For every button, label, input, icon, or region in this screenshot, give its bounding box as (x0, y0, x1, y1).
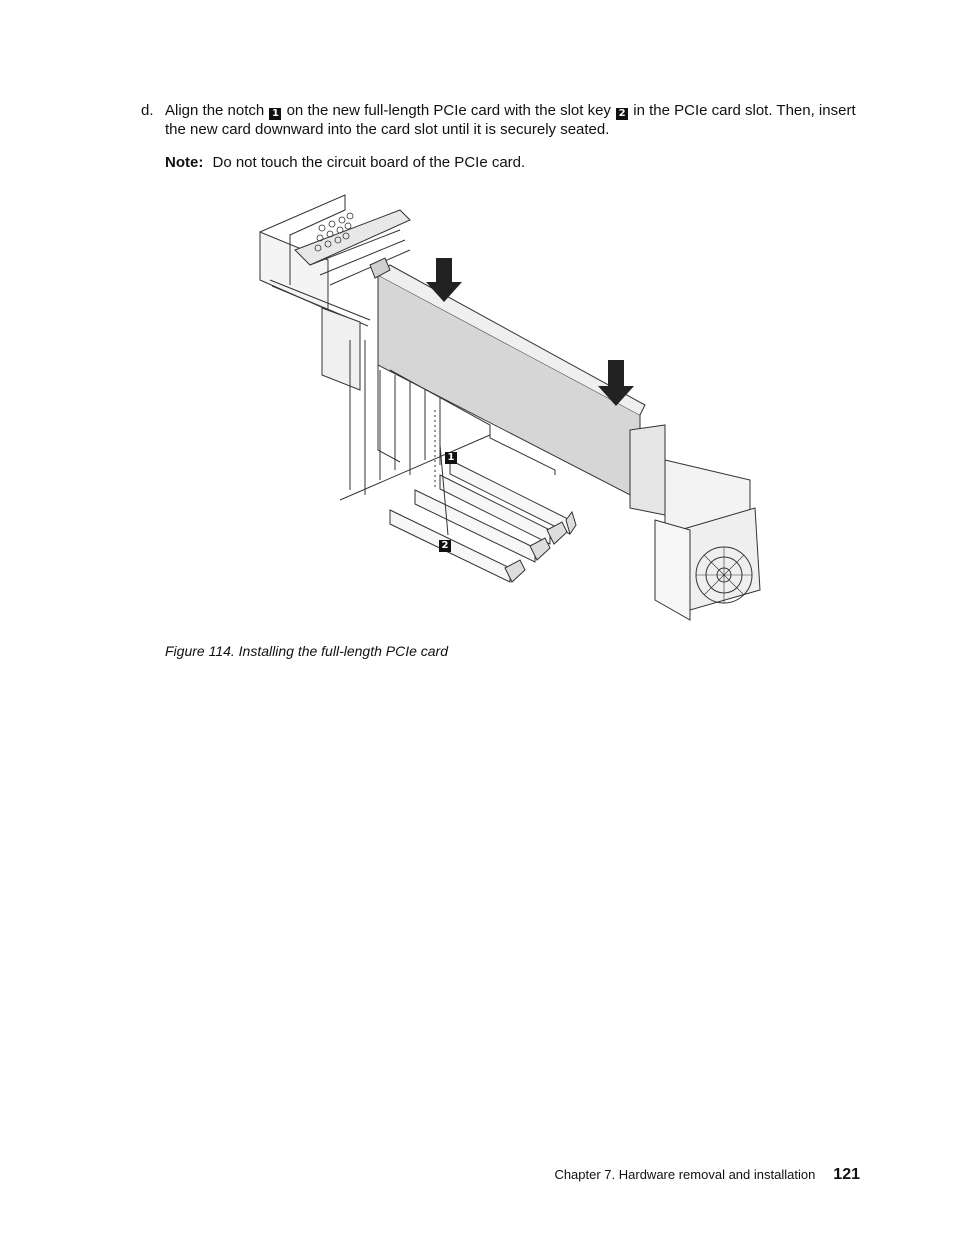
callout-2-icon: 2 (616, 108, 628, 120)
step-text-part3: in the PCIe card slot. Then, insert the new card downward into the card slot until it is securely seated. (165, 102, 856, 138)
callout-1-icon: 1 (269, 108, 281, 120)
step-marker: d. (141, 102, 154, 119)
figure-caption: Figure 114. Installing the full-length PCIe card (165, 643, 449, 659)
step-text (165, 101, 861, 139)
note-label: Note: (165, 154, 204, 171)
step-text-part1: Align the notch (165, 102, 265, 119)
pcie-installation-figure (250, 190, 790, 630)
footer-chapter: Chapter 7. Hardware removal and installation (554, 1167, 816, 1182)
figure-callout-2-icon: 2 (439, 540, 451, 552)
instruction-step (141, 101, 861, 139)
note (165, 153, 525, 172)
page-footer (554, 1166, 860, 1184)
pcie-installation-illustration (250, 190, 790, 630)
note-text: Do not touch the circuit board of the PCIe card. (212, 154, 526, 171)
figure-callout-1-icon: 1 (445, 452, 457, 464)
page-number: 121 (833, 1166, 860, 1183)
step-text-part2: on the new full-length PCIe card with the slot key (286, 102, 611, 119)
